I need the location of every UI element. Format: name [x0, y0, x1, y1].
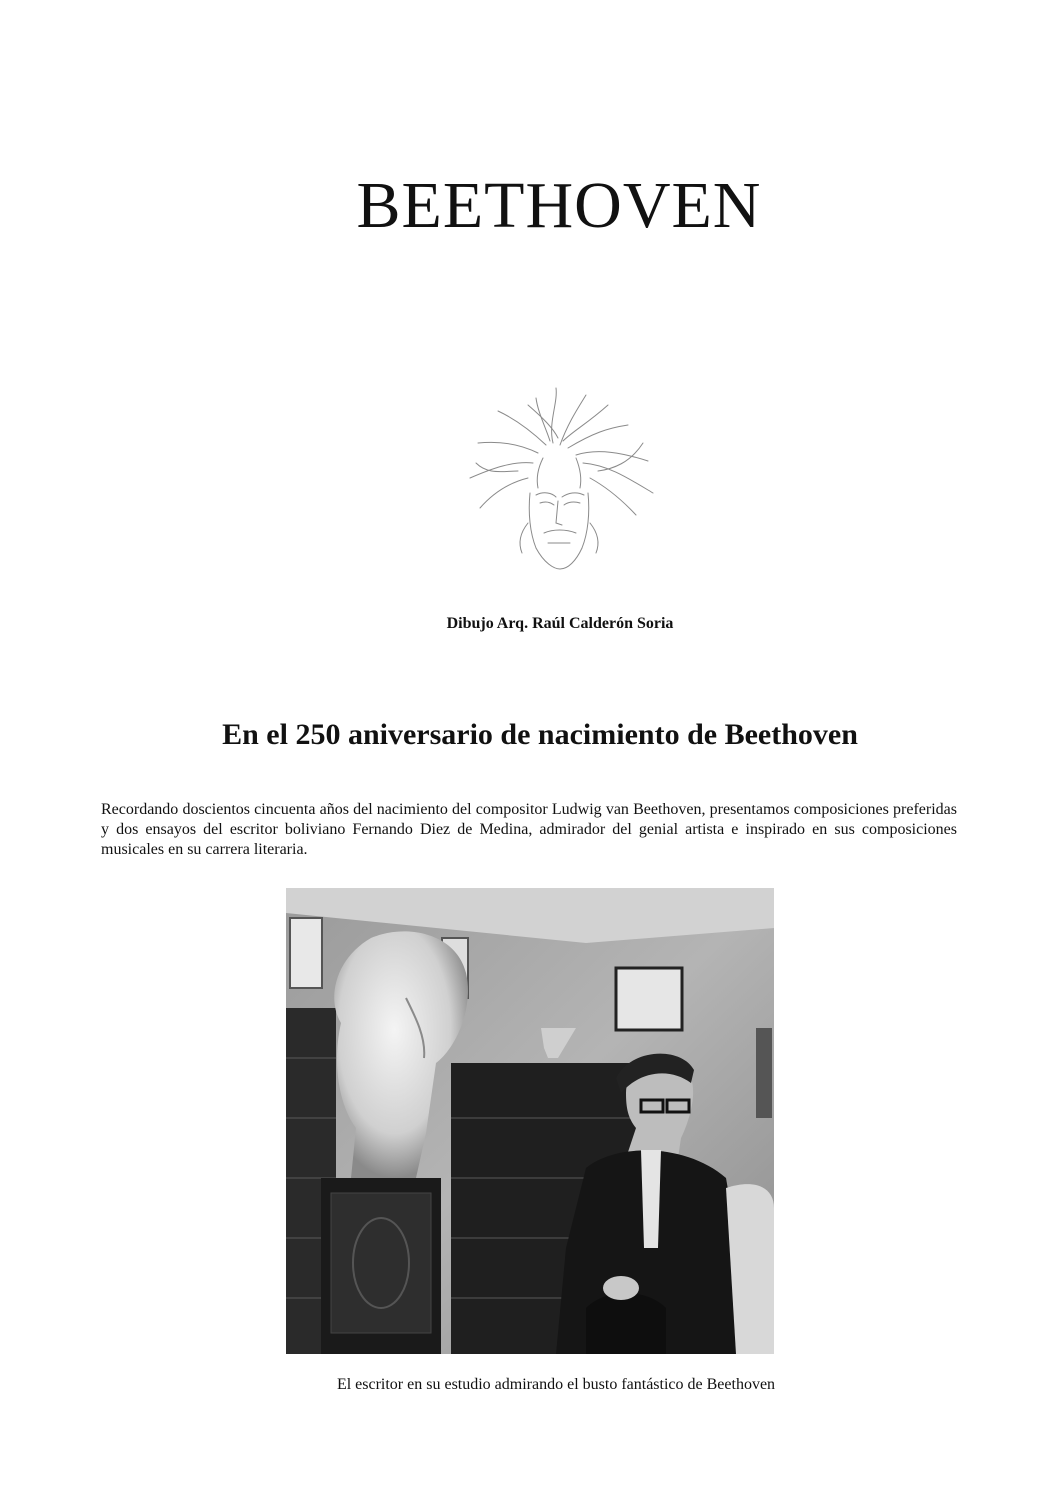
intro-paragraph: Recordando doscientos cincuenta años del nacimiento del compositor Ludwig van Beethoven, presentamos composiciones preferidas y dos ensayos del escritor boliviano Fernando Diez de Medina, admirador del genial artista e inspirado en sus composiciones musicales en su carrera literaria. [101, 801, 957, 858]
writer-study-photo [286, 888, 774, 1354]
photo-caption: El escritor en su estudio admirando el busto fantástico de Beethoven [336, 1376, 776, 1393]
beethoven-sketch-drawing [458, 383, 660, 593]
drawing-caption: Dibujo Arq. Raúl Calderón Soria [446, 615, 674, 632]
section-heading: En el 250 aniversario de nacimiento de Beethoven [222, 718, 858, 751]
page-title: BEETHOVEN [356, 169, 762, 242]
